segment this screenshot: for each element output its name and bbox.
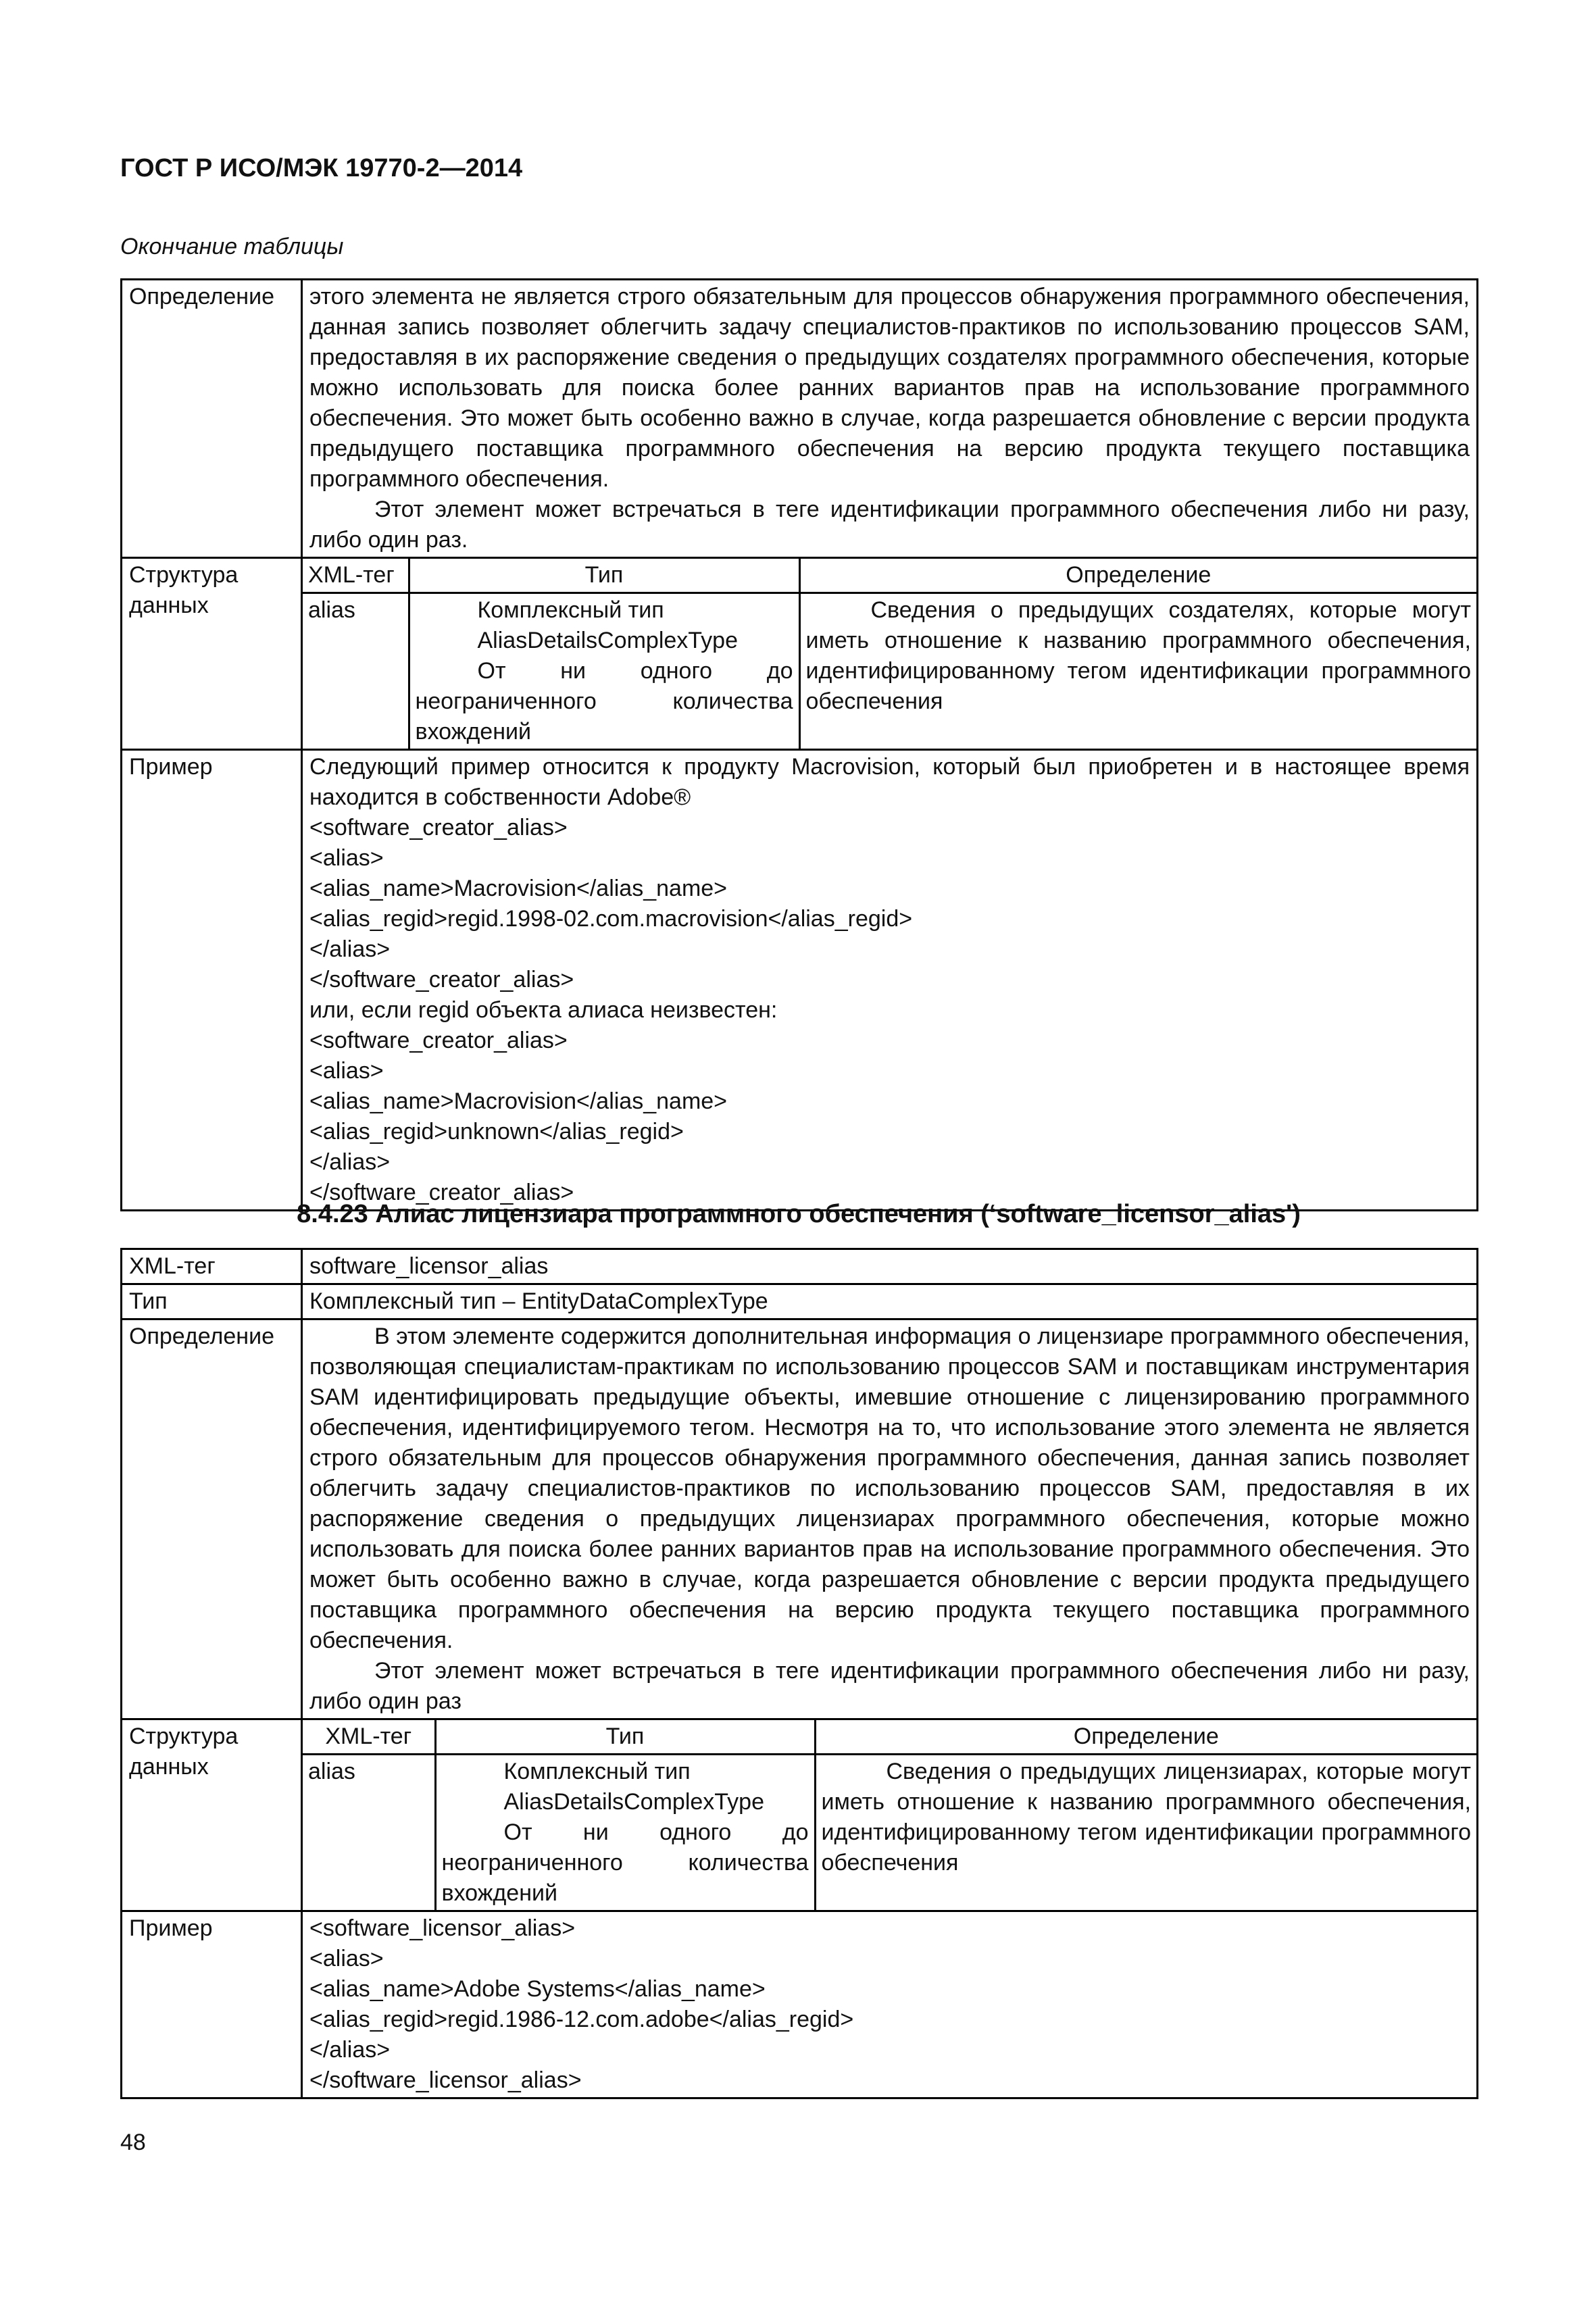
definition-cell xyxy=(302,1319,1478,1719)
row-label: Определение xyxy=(122,280,302,558)
code-line: <alias_regid>regid.1998-02.com.macrovision</alias_regid> xyxy=(309,906,913,932)
type-value xyxy=(409,593,799,749)
table-row-structure xyxy=(122,558,1478,750)
code-line: <alias> xyxy=(309,845,384,871)
table-row-xml-tag xyxy=(122,1249,1478,1284)
table-row-example xyxy=(122,1911,1478,2098)
definition-text: этого элемента не является строго обязательным для процессов обнаружения программного обеспечения, данная запись позволяет облегчить задачу специалистов-практиков по использованию процессов SAM, предоставляя в их распоряжение сведения о предыдущих создателях программного обеспечения, которые можно использовать для поиска более ранних вариантов прав на использование программного обеспечения. Это может быть особенно важно в случае, когда разрешается обновление с версии продукта предыдущего поставщика программного обеспечения на версию продукта текущего поставщика программного обеспечения. xyxy=(309,284,1470,492)
code-line: <alias> xyxy=(309,1946,384,1971)
xml-tag-value: software_licensor_alias xyxy=(302,1249,1478,1284)
code-line: <software_creator_alias> xyxy=(309,815,568,840)
definition-occurrence-text: Этот элемент может встречаться в теге идентификации программного обеспечения либо ни разу, либо один раз. xyxy=(309,497,1470,553)
type-line: Комплексный тип xyxy=(477,597,664,623)
code-line: </alias> xyxy=(309,1149,391,1175)
row-label: Структура данных xyxy=(122,558,302,750)
type-line: От ни одного до неограниченного количества вхождений xyxy=(441,1819,809,1906)
type-value: Комплексный тип – EntityDataComplexType xyxy=(302,1284,1478,1319)
code-line: </software_creator_alias> xyxy=(309,1180,574,1205)
xml-tag-value: alias xyxy=(303,1755,435,1911)
table-row-definition xyxy=(122,280,1478,558)
document-title: ГОСТ Р ИСО/МЭК 19770-2—2014 xyxy=(120,154,523,182)
code-line: <alias_name>Macrovision</alias_name> xyxy=(309,1088,728,1114)
structure-subtable xyxy=(303,559,1476,749)
definition-value: Сведения о предыдущих лицензиарах, которые могут иметь отношение к названию программного обеспечения, идентифицированному тегом идентификации программного обеспечения xyxy=(815,1755,1476,1911)
code-line: <alias_name>Macrovision</alias_name> xyxy=(309,876,728,901)
page-number: 48 xyxy=(120,2130,146,2155)
row-label: Пример xyxy=(122,750,302,1211)
definition-occurrence-text: Этот элемент может встречаться в теге идентификации программного обеспечения либо ни разу, либо один раз xyxy=(309,1658,1470,1714)
type-value xyxy=(435,1755,815,1911)
code-line: <alias_regid>unknown</alias_regid> xyxy=(309,1119,684,1145)
type-line: AliasDetailsComplexType xyxy=(477,628,738,653)
subtable-header-row xyxy=(303,559,1476,593)
row-label: Тип xyxy=(122,1284,302,1319)
type-line: Комплексный тип xyxy=(503,1759,691,1784)
structure-subtable xyxy=(303,1720,1476,1910)
definition-cell xyxy=(302,280,1478,558)
code-line: </software_creator_alias> xyxy=(309,967,574,992)
example-cell xyxy=(302,1911,1478,2098)
xml-tag-value: alias xyxy=(303,593,409,749)
row-label: XML-тег xyxy=(122,1249,302,1284)
table-row-structure xyxy=(122,1719,1478,1911)
code-line: <alias_regid>regid.1986-12.com.adobe</alias_regid> xyxy=(309,2007,854,2032)
code-line: <software_licensor_alias> xyxy=(309,1915,576,1941)
table-row-example xyxy=(122,750,1478,1211)
subtable-header: Определение xyxy=(799,559,1476,593)
example-or-text: или, если regid объекта алиаса неизвестен: xyxy=(309,997,778,1023)
table-software-creator-alias-end xyxy=(120,278,1478,1211)
code-line: <alias> xyxy=(309,1058,384,1084)
example-cell xyxy=(302,750,1478,1211)
type-line: От ни одного до неограниченного количества вхождений xyxy=(415,658,793,745)
subtable-header-row xyxy=(303,1720,1476,1755)
table-row-type xyxy=(122,1284,1478,1319)
subtable-header: Тип xyxy=(409,559,799,593)
code-line: <software_creator_alias> xyxy=(309,1028,568,1053)
table-continued-caption: Окончание таблицы xyxy=(120,234,344,259)
subtable-header: Тип xyxy=(435,1720,815,1755)
type-line: AliasDetailsComplexType xyxy=(503,1789,764,1815)
table-software-licensor-alias xyxy=(120,1248,1478,2099)
definition-text: В этом элементе содержится дополнительная информация о лицензиаре программного обеспечения, позволяющая специалистам-практикам по использованию процессов SAM и поставщикам инструментария SAM идентифицировать предыдущие объекты, имевшие отношение с лицензированию программного обеспечения, идентифицируемого тегом. Несмотря на то, что использование этого элемента не является строго обязательным для процессов обнаружения программного обеспечения, данная запись позволяет облегчить задачу специалистов-практиков по использованию процессов SAM, предоставляя в их распоряжение сведения о предыдущих лицензиарах программного обеспечения, которые можно использовать для поиска более ранних вариантов прав на использование программного обеспечения. Это может быть особенно важно в случае, когда разрешается обновление с версии продукта предыдущего поставщика программного обеспечения на версию продукта текущего поставщика программного обеспечения. xyxy=(309,1324,1470,1653)
code-line: <alias_name>Adobe Systems</alias_name> xyxy=(309,1976,766,2002)
structure-cell xyxy=(302,1719,1478,1911)
definition-value: Сведения о предыдущих создателях, которые могут иметь отношение к названию программного обеспечения, идентифицированному тегом идентификации программного обеспечения xyxy=(799,593,1476,749)
row-label: Пример xyxy=(122,1911,302,2098)
subtable-header: XML-тег xyxy=(303,1720,435,1755)
table-row-definition xyxy=(122,1319,1478,1719)
structure-cell xyxy=(302,558,1478,750)
code-line: </alias> xyxy=(309,2037,391,2063)
code-line: </alias> xyxy=(309,936,391,962)
subtable-row xyxy=(303,1755,1476,1911)
section-heading: 8.4.23 Алиас лицензиара программного обеспечения (‘software_licensor_alias') xyxy=(297,1200,1301,1228)
row-label: Определение xyxy=(122,1319,302,1719)
example-intro: Следующий пример относится к продукту Macrovision, который был приобретен и в настоящее время находится в собственности Adobe® xyxy=(309,754,1470,810)
subtable-row xyxy=(303,593,1476,749)
code-line: </software_licensor_alias> xyxy=(309,2067,582,2093)
subtable-header: XML-тег xyxy=(303,559,409,593)
subtable-header: Определение xyxy=(815,1720,1476,1755)
row-label: Структура данных xyxy=(122,1719,302,1911)
